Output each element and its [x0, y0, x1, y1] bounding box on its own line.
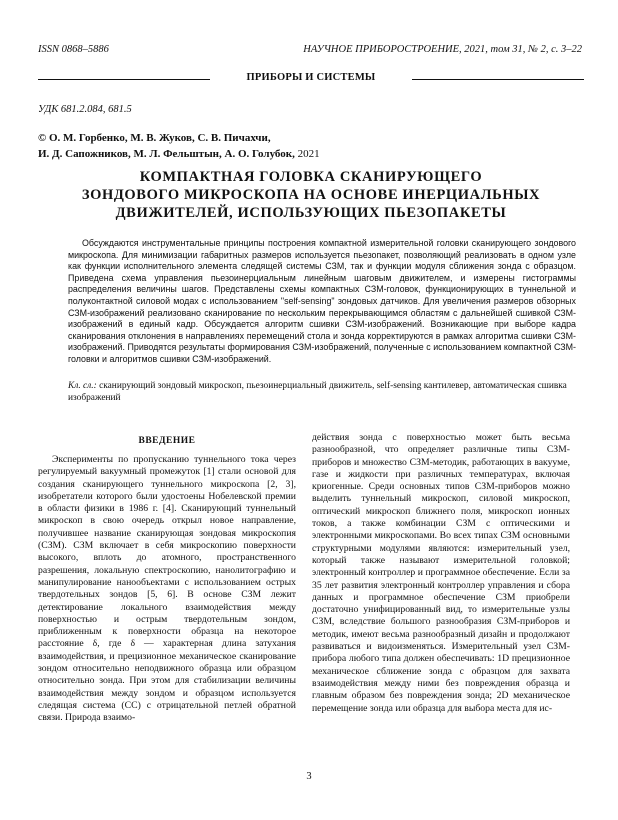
body-left-column: Эксперименты по пропусканию туннельного тока через регулируемый вакуумный промежуток [1] стали основой для создания сканирующего туннельного микроскопа [2, 3], изобретатели которого были удостоены Нобелевской премии в области физики в 1986 г. [4]. Сканирующий туннельный микроскоп в свою очередь открыл новое направление, получившее название сканирующая зондовая микроскопия (СЗМ). СЗМ включает в себя микроскопию поверхности высокого, вплоть до атомного, пространственного разрешения, локальную спектроскопию, нанолитографию и манипулирование нанообъектами с использованием острых твердотельных зондов [5, 6]. В основе СЗМ лежит детектирование локального взаимодействия между поверхностью и острым твердотельным зондом, приближенным к поверхности образца на некоторое расстояние δ, где δ — характерная длина затухания взаимодействия, и прецизионное механическое сканирование зондом относительно неподвижного образца или образцом относительно зонда. При этом для стабилизации величины взаимодействия между зондом и образцом используется следящая система (СС) с отрицательной петлей обратной связи. Природа взаимо- — [38, 454, 296, 724]
section-title: ПРИБОРЫ И СИСТЕМЫ — [246, 72, 376, 83]
journal-citation: НАУЧНОЕ ПРИБОРОСТРОЕНИЕ, 2021, том 31, № 2, с. 3–22 — [303, 44, 582, 55]
title-line-3: ДВИЖИТЕЛЕЙ, ИСПОЛЬЗУЮЩИХ ПЬЕЗОПАКЕТЫ — [115, 205, 507, 221]
page-number: 3 — [306, 771, 312, 782]
body-right-column: действия зонда с поверхностью может быть весьма разнообразной, что определяет различные типы СЗМ-приборов и множество СЗМ-методик, работающих в вакууме, газе и жидкости при различных температурах, включая криогенные. Среди основных типов СЗМ-приборов можно выделить туннельный микроскоп, силовой микроскоп, оптический микроскоп ближнего поля, микроскоп ионных токов, а также комбинации СЗМ с оптическими и электронными микроскопами. Во всех типах СЗМ основными структурными модулями являются: измерительный узел, который также называют измерительной головкой; электронный контроллер и программное обеспечение. Если за 35 лет развития электронный контроллер управления и сбора данных и программное обеспечение СЗМ приобрели достаточно унифицированный вид, то измерительные узлы СЗМ, вследствие большого разнообразия СЗМ-приборов и методик, имеют весьма разнообразный дизайн и продолжают развиваться и видоизменяться. Измерительный узел СЗМ-прибора любого типа должен обеспечивать: 1D прецизионное механическое сближение зонда с образцом для захвата взаимодействия между ними без повреждения образца и главным образом без повреждения зонда; 2D механическое перемещение зонда или образца для выбора места для ис- — [312, 432, 570, 714]
intro-heading: ВВЕДЕНИЕ — [138, 436, 196, 446]
udk-code: УДК 681.2.084, 681.5 — [38, 104, 132, 115]
author-year: 2021 — [297, 148, 320, 160]
keywords-text: сканирующий зондовый микроскоп, пьезоинерциальный движитель, self-sensing кантилевер, автоматическая сшивка изображений — [68, 381, 567, 403]
issn: ISSN 0868–5886 — [38, 44, 109, 55]
title-line-1: КОМПАКТНАЯ ГОЛОВКА СКАНИРУЮЩЕГО — [139, 169, 483, 185]
section-rule-right — [412, 79, 584, 80]
authors-line-2: И. Д. Сапожников, М. Л. Фельштын, А. О. Голубок, — [38, 148, 295, 160]
title-line-2: ЗОНДОВОГО МИКРОСКОПА НА ОСНОВЕ ИНЕРЦИАЛЬНЫХ — [81, 187, 541, 203]
authors — [38, 130, 578, 162]
section-header — [38, 74, 584, 86]
abstract: Обсуждаются инструментальные принципы построения компактной измерительной головки сканирующего зондового микроскопа. Для минимизации габаритных размеров используется пьезопакет, позволяющий реализовать в одном узле как функции исполнительного элемента следящей системы СЗМ, так и функции модуля сближения зонда с образцом. Приведена схема управления пьезоинерциальным линейным шаговым движителем, и измерены гистограммы распределения величины шагов. Представлены схемы компактных СЗМ-головок, функционирующих в туннельной и полуконтактной силовой модах с использованием "self-sensing" зондовых датчиков. Для увеличения размеров обзорных СЗМ-изображений реализовано сканирование по нескольким перекрывающимся областям с дальнейшей сшивкой СЗМ-изображений в единый кадр. Обсуждается алгоритм сшивки СЗМ-изображений. Возникающие при выборе кадра сканирования отклонения в направлениях перемещений стола и зонда корректируются в рамках алгоритма сшивки СЗМ-изображений. Приводятся результаты формирования СЗМ-изображений, полученные с использованием компактной СЗМ-головки и алгоритмов сшивки СЗМ-изображений. — [68, 238, 576, 364]
keywords-label: Кл. сл.: — [68, 381, 97, 391]
authors-line-1: © О. М. Горбенко, М. В. Жуков, С. В. Пичахчи, — [38, 132, 271, 144]
keywords — [68, 380, 576, 404]
article-title — [38, 168, 584, 222]
